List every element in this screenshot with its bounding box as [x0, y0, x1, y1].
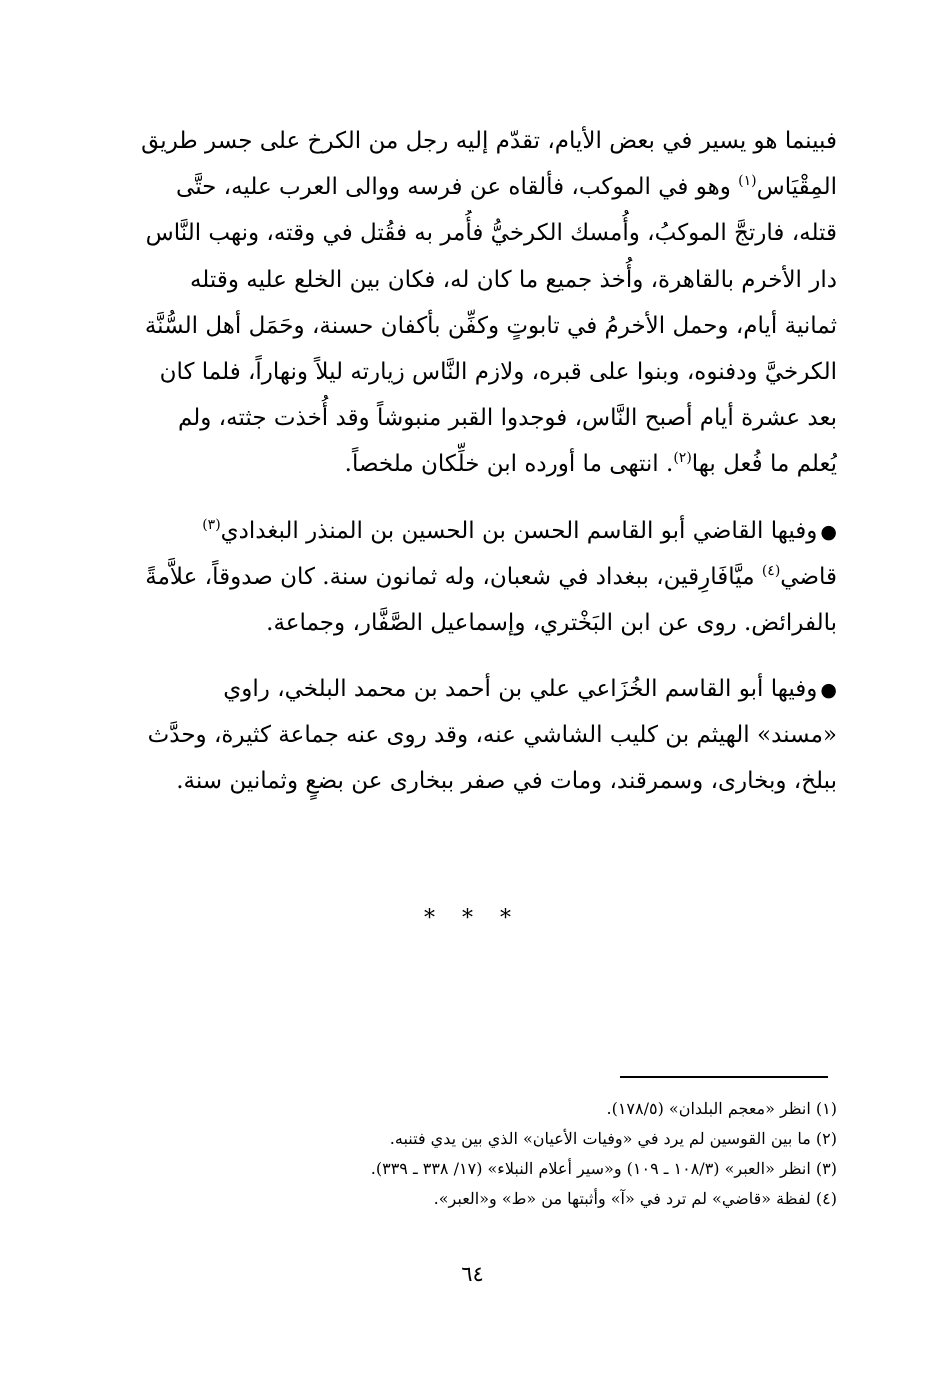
- text-fragment: وهو في الموكب، فألقاه عن فرسه ووالى العرب عليه، حتَّى: [176, 174, 739, 201]
- footnote-1: (١) انظر «معجم البلدان» (١٧٨/٥).: [606, 1099, 837, 1118]
- text-line: بالفرائض. روى عن ابن البَخْتري، وإسماعيل الصَّفَّار، وجماعة.: [266, 609, 837, 636]
- text-fragment: ميَّافَارِقين، ببغداد في شعبان، وله ثمانون سنة. كان صدوقاً، علاَّمةً: [145, 563, 762, 590]
- paragraph-qadi-al-hasan: [92, 508, 837, 647]
- text-fragment: . انتهى ما أورده ابن خلِّكان ملخصاً.: [344, 451, 674, 478]
- section-separator: * * *: [424, 906, 521, 931]
- page-number: ٦٤: [461, 1262, 484, 1286]
- footnote-3: (٣) انظر «العبر» (١٠٨/٣ ـ ١٠٩) و«سير أعلام النبلاء» (١٧/ ٣٣٨ ـ ٣٣٩).: [370, 1159, 837, 1178]
- text-line: «مسند» الهيثم بن كليب الشاشي عنه، وقد روى عنه جماعة كثيرة، وحدَّث: [147, 722, 837, 749]
- footnote-ref-4: (٤): [761, 562, 781, 579]
- text-line: ثمانية أيام، وحمل الأخرمُ في تابوتٍ وكفِّن بأكفان حسنة، وحَمَل أهل السُّنَّة: [144, 312, 837, 339]
- footnote-4: (٤) لفظة «قاضي» لم ترد في «آ» وأثبتها من «ط» و«العبر».: [433, 1189, 837, 1208]
- text-line: [92, 164, 837, 210]
- main-text: [92, 118, 837, 805]
- text-fragment: المِقْيَاس: [756, 174, 837, 201]
- text-line: ببلخ، وبخارى، وسمرقند، ومات في صفر ببخارى عن بضعٍ وثمانين سنة.: [176, 768, 837, 795]
- text-line: الكرخيَّ ودفنوه، وبنوا على قبره، ولازم النَّاس زيارته ليلاً ونهاراً، فلما كان: [159, 358, 837, 385]
- footnote-ref-3: (٣): [202, 516, 221, 533]
- text-fragment: وفيها أبو القاسم الخُزَاعي علي بن أحمد بن محمد البلخي، راوي: [223, 676, 818, 703]
- footnote-ref-2: (٢): [673, 450, 692, 467]
- text-line: [92, 554, 837, 600]
- text-fragment: قاضي: [780, 563, 837, 590]
- text-line: [92, 666, 837, 712]
- paragraph-akhram: [92, 118, 837, 488]
- bullet-icon: ●: [820, 679, 837, 702]
- bullet-icon: ●: [820, 520, 837, 543]
- footnote-divider: [620, 1076, 828, 1078]
- text-line: فبينما هو يسير في بعض الأيام، تقدّم إليه رجل من الكرخ على جسر طريق: [141, 128, 837, 154]
- paragraph-al-khuzai: [92, 666, 837, 805]
- footnotes: [150, 1094, 837, 1214]
- text-line: قتله، فارتجَّ الموكبُ، وأُمسك الكرخيُّ فأُمر به فقُتل في وقته، ونهب النَّاس: [145, 220, 837, 247]
- text-line: بعد عشرة أيام أصبح النَّاس، فوجدوا القبر منبوشاً وقد أُخذت جثته، ولم: [177, 405, 837, 432]
- text-line: دار الأخرم بالقاهرة، وأُخذ جميع ما كان له، فكان بين الخلع عليه وقتله: [189, 266, 837, 293]
- text-line: [92, 441, 837, 487]
- footnote-ref-1: (١): [738, 173, 757, 190]
- text-line: [92, 508, 837, 554]
- text-fragment: وفيها القاضي أبو القاسم الحسن بن الحسين بن المنذر البغدادي: [220, 517, 818, 544]
- footnote-2: (٢) ما بين القوسين لم يرد في «وفيات الأعيان» الذي بين يدي فتنبه.: [389, 1129, 837, 1148]
- text-fragment: يُعلم ما فُعل بها: [691, 451, 837, 478]
